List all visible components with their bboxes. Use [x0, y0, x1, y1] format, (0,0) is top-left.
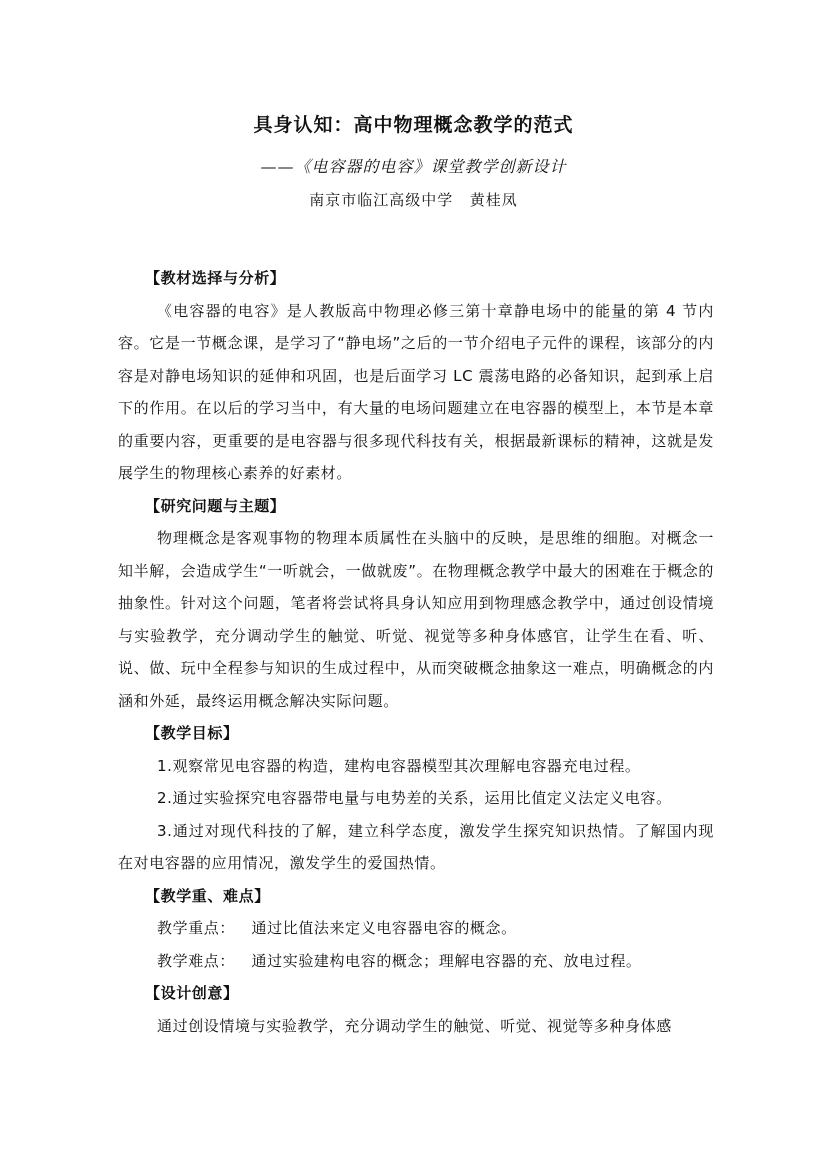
paragraph-design: 通过创设情境与实验教学，充分调动学生的触觉、听觉、视觉等多种身体感 — [157, 1016, 672, 1035]
paragraph-material: 《电容器的电容》是人教版高中物理必修三第十章静电场中的能量的第 4 节内容。它是一节概念课，是学习了“静电场”之后的一节介绍电子元件的课程，该部分的内容是对静电场知识的延伸和巩固，也是后面学习 LC 震荡电路的必备知识，起到承上启下的作用。在以后的学习当中，有大量的电场问题建立在电容器的模型上，本节是本章的重要内容，更重要的是电容器与很多现代科技有关，根据最新课标的精神，这就是发展学生的物理核心素养的好素材。 — [118, 301, 714, 482]
key-point-line — [118, 912, 714, 945]
goal-item-1: 1.观察常见电容器的构造，建构电容器模型其次理解电容器充电过程。 — [157, 756, 641, 775]
difficulty-text: 通过实验建构电容的概念；理解电容器的充、放电过程。 — [251, 951, 642, 970]
section-heading-key-points: 【教学重、难点】 — [145, 886, 270, 905]
section-heading-goals: 【教学目标】 — [145, 724, 239, 742]
document-title: 具身认知：高中物理概念教学的范式 — [253, 114, 574, 136]
author-school: 南京市临江高级中学 — [309, 191, 454, 209]
section-heading-design: 【设计创意】 — [145, 984, 239, 1002]
paragraph-research: 物理概念是客观事物的物理本质属性在头脑中的反映，是思维的细胞。对概念一知半解，会造成学生“一听就会，一做就废”。在物理概念教学中最大的困难在于概念的抽象性。针对这个问题，笔者将尝试将具身认知应用到物理感念教学中，通过创设情境与实验教学，充分调动学生的触觉、听觉、视觉等多种身体感官，让学生在看、听、说、做、玩中全程参与知识的生成过程中，从而突破概念抽象这一难点，明确概念的内涵和外延，最终运用概念解决实际问题。 — [118, 529, 714, 710]
author-line — [0, 189, 827, 210]
difficulty-label: 教学难点： — [157, 951, 236, 970]
section-heading-research: 【研究问题与主题】 — [145, 496, 286, 515]
goal-item-2: 2.通过实验探究电容器带电量与电势差的关系，运用比值定义法定义电容。 — [157, 789, 672, 807]
key-point-text: 通过比值法来定义电容器电容的概念。 — [251, 919, 517, 937]
key-point-label: 教学重点： — [157, 919, 236, 937]
author-name: 黄桂凤 — [469, 191, 518, 209]
difficulty-line — [118, 945, 714, 978]
document-subtitle: ——《电容器的电容》课堂教学创新设计 — [260, 157, 567, 176]
document-body — [118, 262, 714, 1042]
goal-item-3: 3.通过对现代科技的了解，建立科学态度，激发学生探究知识热情。了解国内现在对电容器的应用情况，激发学生的爱国热情。 — [118, 821, 714, 872]
section-heading-material: 【教材选择与分析】 — [145, 269, 286, 287]
